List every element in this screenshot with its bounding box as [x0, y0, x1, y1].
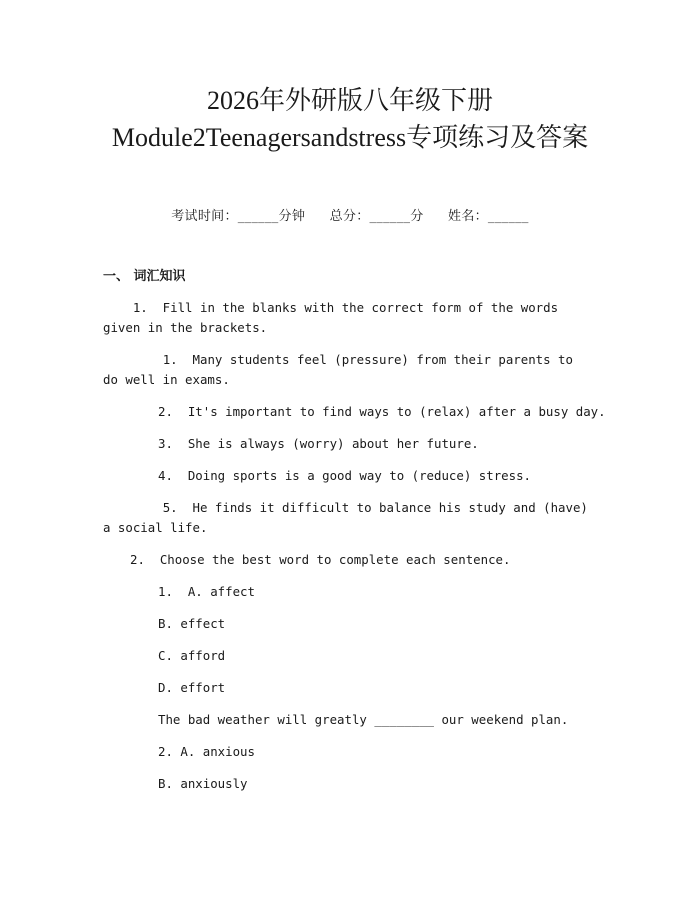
exam-time-field: 考试时间：______分钟: [171, 209, 306, 224]
question-2-instruction: 2. Choose the best word to complete each sentence.: [130, 552, 511, 567]
question-2-option-1b: B. effect: [158, 616, 226, 631]
question-2-option-1d: D. effort: [158, 680, 226, 695]
question-1-item-3: 3. She is always (worry) about her future.: [158, 436, 479, 451]
question-2-sentence-1: The bad weather will greatly ________ our weekend plan.: [158, 712, 569, 727]
student-name-field: 姓名：______: [448, 209, 529, 224]
question-1-item-2: 2. It's important to find ways to (relax) after a busy day.: [158, 404, 606, 419]
question-1-item-1: 1. Many students feel (pressure) from their parents to do well in exams.: [103, 352, 581, 387]
question-2-option-1a: 1. A. affect: [158, 584, 255, 599]
question-1-item-4: 4. Doing sports is a good way to (reduce) stress.: [158, 468, 531, 483]
question-2-option-1c: C. afford: [158, 648, 226, 663]
question-2-option-2b: B. anxiously: [158, 776, 248, 791]
document-title: 2026年外研版八年级下册Module2Teenagersandstress专项练习及答案: [111, 86, 589, 152]
exam-info-row: [0, 205, 700, 224]
total-score-field: 总分：______分: [329, 209, 424, 224]
question-1-instruction: 1. Fill in the blanks with the correct form of the words given in the brackets.: [103, 300, 566, 335]
question-1-item-5: 5. He finds it difficult to balance his study and (have) a social life.: [103, 500, 596, 535]
section-heading-vocabulary: 一、 词汇知识: [103, 269, 186, 284]
question-2-option-2a: 2. A. anxious: [158, 744, 255, 759]
